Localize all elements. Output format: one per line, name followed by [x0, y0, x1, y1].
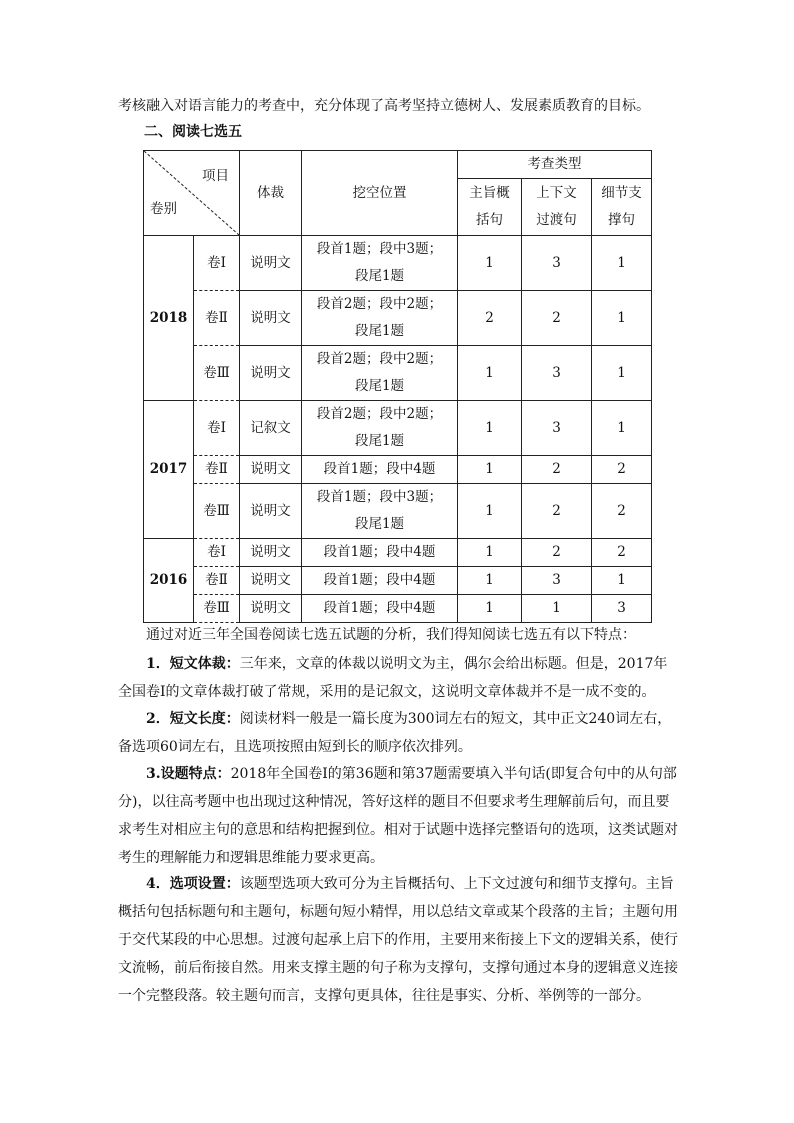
count-cell: 3 [592, 595, 652, 623]
point-label: 1．短文体裁： [146, 656, 240, 672]
paper-cell: 卷Ⅰ [194, 236, 240, 291]
count-cell: 2 [592, 456, 652, 484]
header-genre: 体裁 [240, 151, 302, 236]
table-row [144, 539, 652, 567]
count-cell: 3 [522, 567, 592, 595]
analysis-intro: 通过对近三年全国卷阅读七选五试题的分析，我们得知阅读七选五有以下特点： [146, 627, 636, 643]
count-cell: 1 [458, 567, 522, 595]
corner-label-paper: 卷别 [150, 201, 177, 217]
header-position: 挖空位置 [302, 151, 458, 236]
year-cell: 2016 [144, 539, 194, 623]
count-cell: 2 [522, 456, 592, 484]
count-cell: 1 [592, 401, 652, 456]
paper-cell: 卷Ⅰ [194, 401, 240, 456]
paper-cell: 卷Ⅲ [194, 595, 240, 623]
count-cell: 1 [458, 484, 522, 539]
header-transition-sentence: 上下文 过渡句 [522, 179, 592, 236]
table-row [144, 595, 652, 623]
genre-cell: 说明文 [240, 346, 302, 401]
point-genre [118, 650, 678, 706]
count-cell: 2 [592, 539, 652, 567]
point-label: 4．选项设置： [146, 876, 240, 892]
genre-cell: 说明文 [240, 236, 302, 291]
count-cell: 1 [458, 595, 522, 623]
paper-cell: 卷Ⅱ [194, 567, 240, 595]
point-label: 2．短文长度： [146, 711, 240, 727]
count-cell: 1 [458, 236, 522, 291]
genre-cell: 说明文 [240, 567, 302, 595]
position-cell: 段首1题；段中4题 [302, 539, 458, 567]
paper-cell: 卷Ⅲ [194, 484, 240, 539]
genre-cell: 说明文 [240, 484, 302, 539]
year-cell: 2018 [144, 236, 194, 401]
point-text: 2018年全国卷Ⅰ的第36题和第37题需要填入半句话(即复合句中的从句部分)，以往高考题中也出现过这种情况，答好这样的题目不但要求考生理解前后句，而且要求考生对相应主句的意思和结构把握到位。相对于试题中选择完整语句的选项，这类试题对考生的理解能力和逻辑思维能力要求更高。 [118, 766, 678, 866]
count-cell: 3 [522, 401, 592, 456]
table-row [144, 401, 652, 456]
position-cell: 段首1题；段中3题； 段尾1题 [302, 236, 458, 291]
count-cell: 2 [522, 539, 592, 567]
genre-cell: 说明文 [240, 456, 302, 484]
table-row [144, 236, 652, 291]
genre-cell: 说明文 [240, 595, 302, 623]
point-design [118, 760, 678, 872]
position-cell: 段首2题；段中2题； 段尾1题 [302, 291, 458, 346]
genre-cell: 说明文 [240, 291, 302, 346]
position-cell: 段首1题；段中3题； 段尾1题 [302, 484, 458, 539]
count-cell: 2 [522, 291, 592, 346]
diagonal-header-cell [144, 151, 240, 236]
count-cell: 1 [592, 346, 652, 401]
point-options [118, 870, 678, 1010]
count-cell: 3 [522, 346, 592, 401]
count-cell: 1 [592, 567, 652, 595]
paper-cell: 卷Ⅲ [194, 346, 240, 401]
position-cell: 段首2题；段中2题； 段尾1题 [302, 346, 458, 401]
exam-analysis-table [143, 150, 652, 623]
header-detail-sentence: 细节支 撑句 [592, 179, 652, 236]
intro-carryover-line: 考核融入对语言能力的考查中，充分体现了高考坚持立德树人、发展素质教育的目标。 [118, 98, 650, 114]
year-cell: 2017 [144, 401, 194, 539]
header-type: 考查类型 [458, 151, 652, 179]
count-cell: 1 [592, 291, 652, 346]
point-length [118, 705, 678, 761]
corner-label-item: 项目 [202, 168, 229, 184]
count-cell: 2 [458, 291, 522, 346]
genre-cell: 记叙文 [240, 401, 302, 456]
count-cell: 2 [522, 484, 592, 539]
count-cell: 1 [458, 401, 522, 456]
paper-cell: 卷Ⅰ [194, 539, 240, 567]
point-text: 三年来，文章的体裁以说明文为主，偶尔会给出标题。但是，2017年全国卷Ⅰ的文章体裁打破了常规，采用的是记叙文，这说明文章体裁并不是一成不变的。 [118, 656, 668, 700]
count-cell: 1 [458, 539, 522, 567]
count-cell: 3 [522, 236, 592, 291]
table-row [144, 291, 652, 346]
count-cell: 1 [458, 456, 522, 484]
count-cell: 1 [458, 346, 522, 401]
header-topic-sentence: 主旨概 括句 [458, 179, 522, 236]
count-cell: 2 [592, 484, 652, 539]
point-text: 阅读材料一般是一篇长度为300词左右的短文，其中正文240词左右，备选项60词左右，且选项按照由短到长的顺序依次排列。 [118, 711, 672, 755]
table-row [144, 456, 652, 484]
paper-cell: 卷Ⅱ [194, 291, 240, 346]
point-text: 该题型选项大致可分为主旨概括句、上下文过渡句和细节支撑句。主旨概括句包括标题句和主题句，标题句短小精悍，用以总结文章或某个段落的主旨；主题句用于交代某段的中心思想。过渡句起承上启下的作用，主要用来衔接上下文的逻辑关系，使行文流畅，前后衔接自然。用来支撑主题的句子称为支撑句，支撑句通过本身的逻辑意义连接一个完整段落。较主题句而言，支撑句更具体，往往是事实、分析、举例等的一部分。 [118, 876, 678, 1004]
count-cell: 1 [522, 595, 592, 623]
position-cell: 段首1题；段中4题 [302, 456, 458, 484]
genre-cell: 说明文 [240, 539, 302, 567]
position-cell: 段首1题；段中4题 [302, 567, 458, 595]
position-cell: 段首1题；段中4题 [302, 595, 458, 623]
table-row [144, 567, 652, 595]
count-cell: 1 [592, 236, 652, 291]
paper-cell: 卷Ⅱ [194, 456, 240, 484]
section-heading: 二、阅读七选五 [144, 124, 242, 140]
table-row [144, 484, 652, 539]
point-label: 3.设题特点： [146, 766, 231, 782]
position-cell: 段首2题；段中2题； 段尾1题 [302, 401, 458, 456]
table-row [144, 346, 652, 401]
